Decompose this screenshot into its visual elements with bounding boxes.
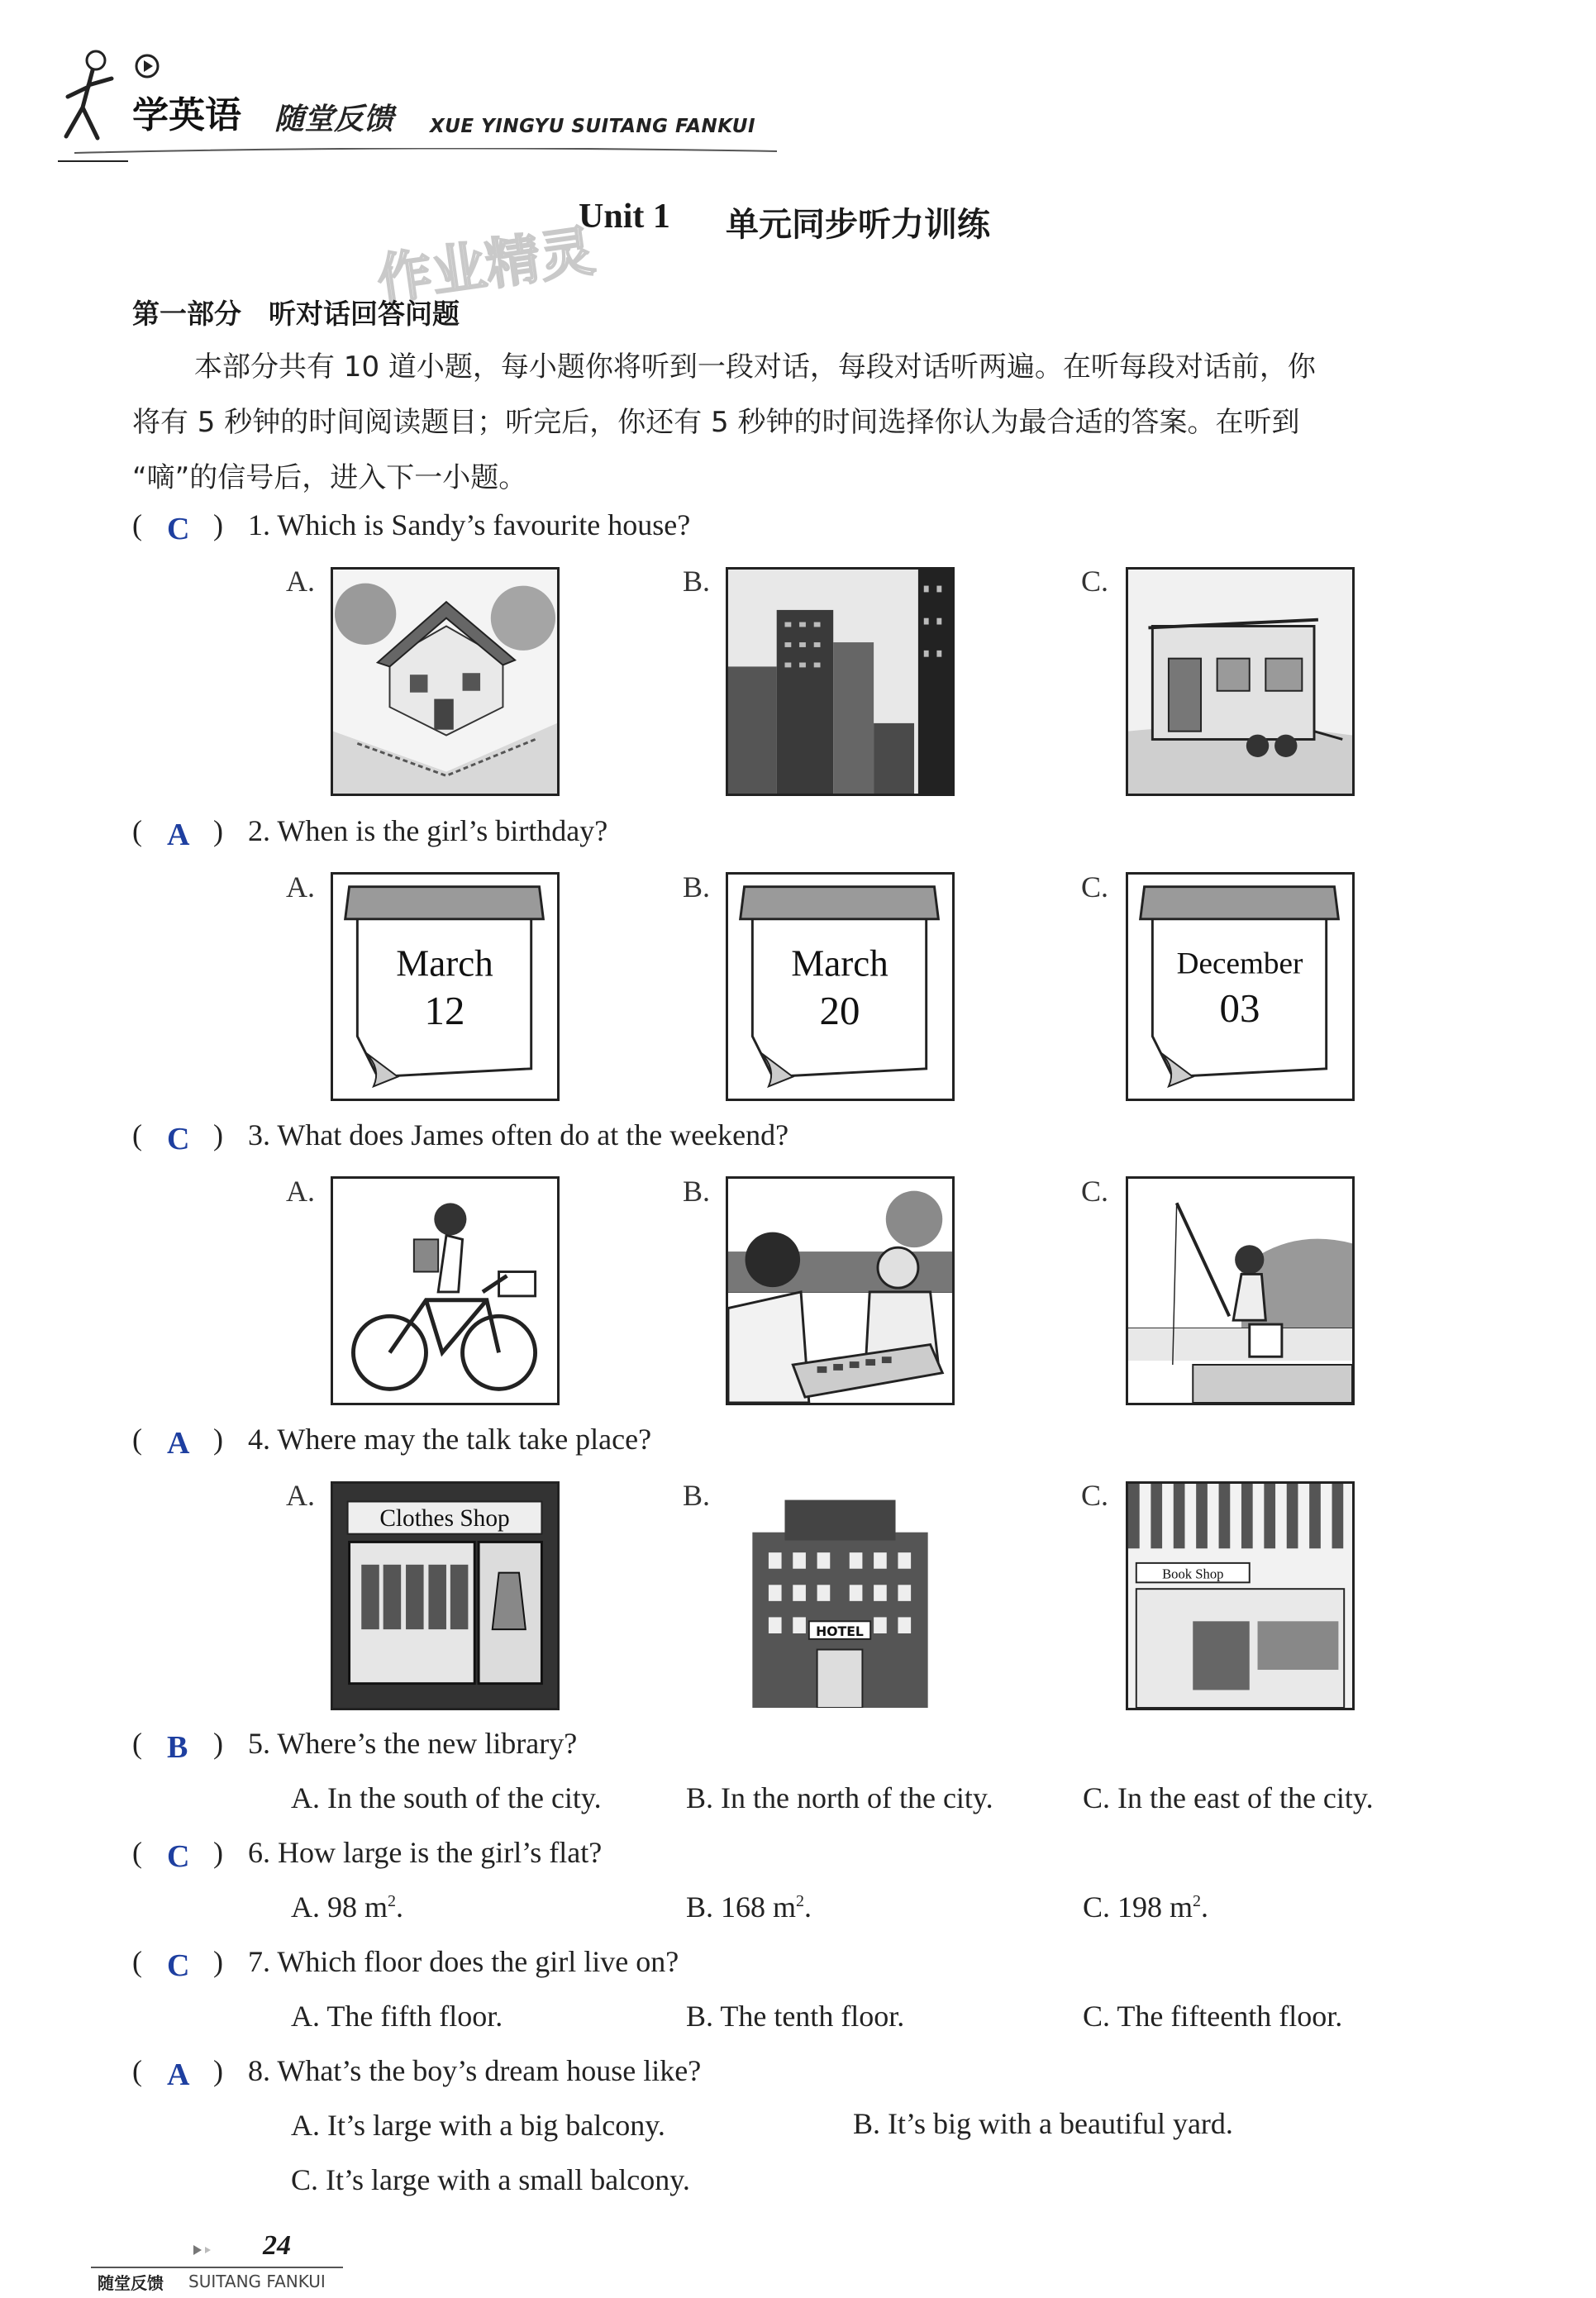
question-6 (132, 1835, 876, 1881)
answer-paren-open: ( (132, 814, 142, 847)
unit-title-cn: 单元同步听力训练 (726, 206, 990, 244)
answer-paren-close: ) (213, 1836, 223, 1869)
option-c (1083, 1890, 1208, 1924)
answer-paren-open: ( (132, 2054, 142, 2087)
option-a: A. In the south of the city. (291, 1781, 602, 1814)
unit-suffix: . (1201, 1890, 1209, 1924)
answer-paren-close: ) (213, 814, 223, 847)
calendar-day: 03 (1219, 985, 1260, 1032)
question-4 (132, 1422, 876, 1468)
answer-paren-close: ) (213, 1423, 223, 1456)
answer-paren-open: ( (132, 1118, 142, 1151)
unit-superscript: 2 (1193, 1892, 1202, 1910)
answer-paren-open: ( (132, 1945, 142, 1978)
option-b (686, 1890, 812, 1924)
page-number: 24 (263, 2230, 291, 2261)
question-text: 5. Where’s the new library? (248, 1727, 578, 1760)
calendar-c (1126, 872, 1355, 1101)
answer-paren-open: ( (132, 508, 142, 541)
answer-paren-close: ) (213, 1727, 223, 1760)
section-heading: 第一部分 听对话回答问题 (132, 298, 460, 330)
question-text: 8. What’s the boy’s dream house like? (248, 2054, 702, 2087)
option-c: C. The fifteenth floor. (1083, 2000, 1343, 2033)
option-c: C. It’s large with a small balcony. (291, 2163, 690, 2196)
option-label-a: A. (286, 870, 315, 903)
option-b: B. The tenth floor. (686, 2000, 905, 2033)
answer-letter: C (167, 512, 190, 546)
calendar-month: December (1176, 946, 1303, 981)
calendar-day: 20 (819, 987, 860, 1033)
watermark: 作业精灵 (373, 218, 598, 312)
question-3 (132, 1118, 959, 1164)
option-a: A. It’s large with a big balcony. (291, 2109, 665, 2142)
unit-title: Unit 1 (579, 198, 670, 236)
shop-sign-text: HOTEL (816, 1623, 864, 1639)
question-8 (132, 2053, 876, 2100)
answer-letter: B (167, 1730, 188, 1765)
header-play-icon (135, 54, 160, 79)
calendar-b (726, 872, 955, 1101)
option-c: C. In the east of the city. (1083, 1781, 1374, 1814)
question-2 (132, 813, 876, 860)
option-label-b: B. (683, 1175, 711, 1208)
question-5 (132, 1726, 876, 1772)
unit-suffix: . (804, 1890, 812, 1924)
instructions-line-1: 本部分共有 10 道小题，每小题你将听到一段对话，每段对话听两遍。在听每段对话前，你 (194, 350, 1316, 384)
instructions-line-3: “嘀”的信号后，进入下一小题。 (132, 461, 527, 494)
option-a (291, 1890, 403, 1924)
page-arrow-icon (190, 2242, 223, 2258)
calendar-month: March (791, 942, 889, 985)
option-label-b: B. (683, 565, 711, 598)
question-text: 3. What does James often do at the weekend? (248, 1118, 789, 1151)
answer-letter: A (167, 1426, 190, 1461)
option-label-c: C. (1081, 1175, 1109, 1208)
answer-letter: A (167, 818, 190, 852)
option-b: B. In the north of the city. (686, 1781, 993, 1814)
question-text: 4. Where may the talk take place? (248, 1423, 652, 1456)
option-image-fishing (1126, 1176, 1355, 1405)
question-text: 1. Which is Sandy’s favourite house? (248, 508, 691, 541)
option-image-house (331, 567, 560, 796)
footer-rule (91, 2267, 343, 2268)
header-brand-sub-cn: 随堂反馈 (274, 103, 394, 136)
option-label-c: C. (1081, 870, 1109, 903)
question-text: 6. How large is the girl’s flat? (248, 1836, 603, 1869)
unit-superscript: 2 (796, 1892, 805, 1910)
shop-sign-text: Clothes Shop (379, 1504, 510, 1532)
option-label-c: C. (1081, 565, 1109, 598)
option-image-cycling (331, 1176, 560, 1405)
header-rule (74, 142, 777, 149)
answer-paren-close: ) (213, 2054, 223, 2087)
answer-paren-close: ) (213, 508, 223, 541)
option-c-text: C. 198 m (1083, 1890, 1193, 1924)
calendar-a (331, 872, 560, 1101)
footer-label-en: SUITANG FANKUI (188, 2272, 326, 2291)
option-image-caravan (1126, 567, 1355, 796)
calendar-month: March (396, 942, 493, 985)
answer-paren-close: ) (213, 1945, 223, 1978)
option-image-buildings (726, 567, 955, 796)
answer-paren-open: ( (132, 1423, 142, 1456)
question-1 (132, 508, 876, 554)
option-a-text: A. 98 m (291, 1890, 388, 1924)
option-label-b: B. (683, 1479, 711, 1512)
option-label-a: A. (286, 1175, 315, 1208)
shop-sign-text: Book Shop (1162, 1566, 1224, 1582)
answer-paren-open: ( (132, 1836, 142, 1869)
option-label-c: C. (1081, 1479, 1109, 1512)
footer-label-cn: 随堂反馈 (98, 2273, 164, 2293)
option-a: A. The fifth floor. (291, 2000, 503, 2033)
option-image-hotel (726, 1481, 955, 1710)
option-label-a: A. (286, 565, 315, 598)
answer-letter: C (167, 1839, 190, 1874)
answer-letter: C (167, 1948, 190, 1983)
option-image-mahjong (726, 1176, 955, 1405)
instructions-line-2: 将有 5 秒钟的时间阅读题目；听完后，你还有 5 秒钟的时间选择你认为最合适的答案。在听到 (132, 406, 1300, 439)
option-b: B. It’s big with a beautiful yard. (853, 2107, 1233, 2140)
option-image-clothes-shop (331, 1481, 560, 1710)
unit-suffix: . (396, 1890, 403, 1924)
question-text: 7. Which floor does the girl live on? (248, 1945, 679, 1978)
calendar-day: 12 (424, 987, 465, 1033)
answer-letter: A (167, 2057, 190, 2092)
header-brand-en: XUE YINGYU SUITANG FANKUI (430, 116, 756, 137)
answer-paren-open: ( (132, 1727, 142, 1760)
answer-paren-close: ) (213, 1118, 223, 1151)
answer-letter: C (167, 1122, 190, 1156)
header-brand-cn: 学英语 (132, 94, 241, 136)
option-b-text: B. 168 m (686, 1890, 797, 1924)
option-label-b: B. (683, 870, 711, 903)
question-text: 2. When is the girl’s birthday? (248, 814, 608, 847)
option-image-book-shop (1126, 1481, 1355, 1710)
question-7 (132, 1944, 876, 1990)
option-label-a: A. (286, 1479, 315, 1512)
unit-superscript: 2 (388, 1892, 396, 1910)
